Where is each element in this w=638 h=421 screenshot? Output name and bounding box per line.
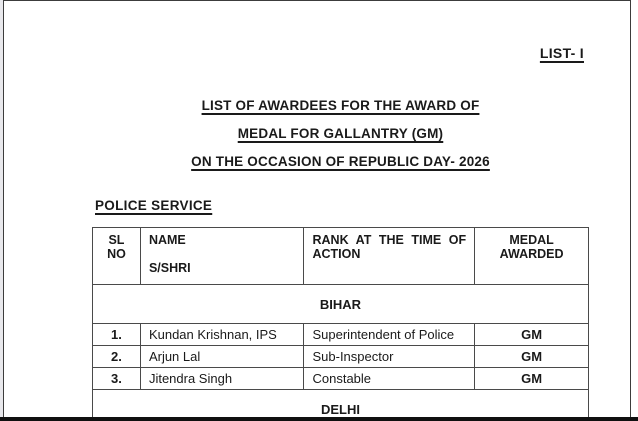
title-line-2: MEDAL FOR GALLANTRY (GM): [237, 126, 444, 141]
cell-medal: GM: [475, 346, 589, 368]
state-section-row: [93, 390, 589, 418]
header-rank: RANK AT THE TIME OF ACTION: [304, 228, 475, 285]
state-name: DELHI: [93, 390, 589, 418]
title-line-3: ON THE OCCASION OF REPUBLIC DAY- 2026: [191, 154, 490, 169]
document-title-block: [92, 98, 589, 182]
awardees-table: [92, 227, 589, 417]
state-section-row: [93, 285, 589, 324]
cell-rank: Constable: [304, 368, 475, 390]
document-page: [3, 0, 631, 417]
header-medal-line2: AWARDED: [499, 247, 564, 261]
cell-name: Kundan Krishnan, IPS: [140, 324, 304, 346]
cell-name: Arjun Lal: [140, 346, 304, 368]
table-row: [93, 346, 589, 368]
table-row: [93, 324, 589, 346]
cell-sl-no: 3.: [93, 368, 141, 390]
header-medal: [475, 228, 589, 285]
cell-sl-no: 1.: [93, 324, 141, 346]
header-sl-no: SL NO: [93, 228, 141, 285]
cell-rank: Sub-Inspector: [304, 346, 475, 368]
service-section-heading: POLICE SERVICE: [95, 198, 213, 213]
table-header-row: [93, 228, 589, 285]
header-name: [140, 228, 304, 285]
cell-medal: GM: [475, 368, 589, 390]
screenshot-bottom-edge: [0, 417, 638, 421]
header-name-line2: S/SHRI: [148, 261, 191, 275]
cell-name: Jitendra Singh: [140, 368, 304, 390]
cell-rank: Superintendent of Police: [304, 324, 475, 346]
state-name: BIHAR: [93, 285, 589, 324]
table-row: [93, 368, 589, 390]
header-name-gap: [149, 247, 296, 261]
cell-medal: GM: [475, 324, 589, 346]
header-name-line1: NAME: [148, 233, 186, 247]
title-line-1: LIST OF AWARDEES FOR THE AWARD OF: [201, 98, 480, 113]
header-medal-line1: MEDAL: [509, 233, 554, 247]
cell-sl-no: 2.: [93, 346, 141, 368]
list-number-label: LIST- I: [539, 45, 584, 61]
